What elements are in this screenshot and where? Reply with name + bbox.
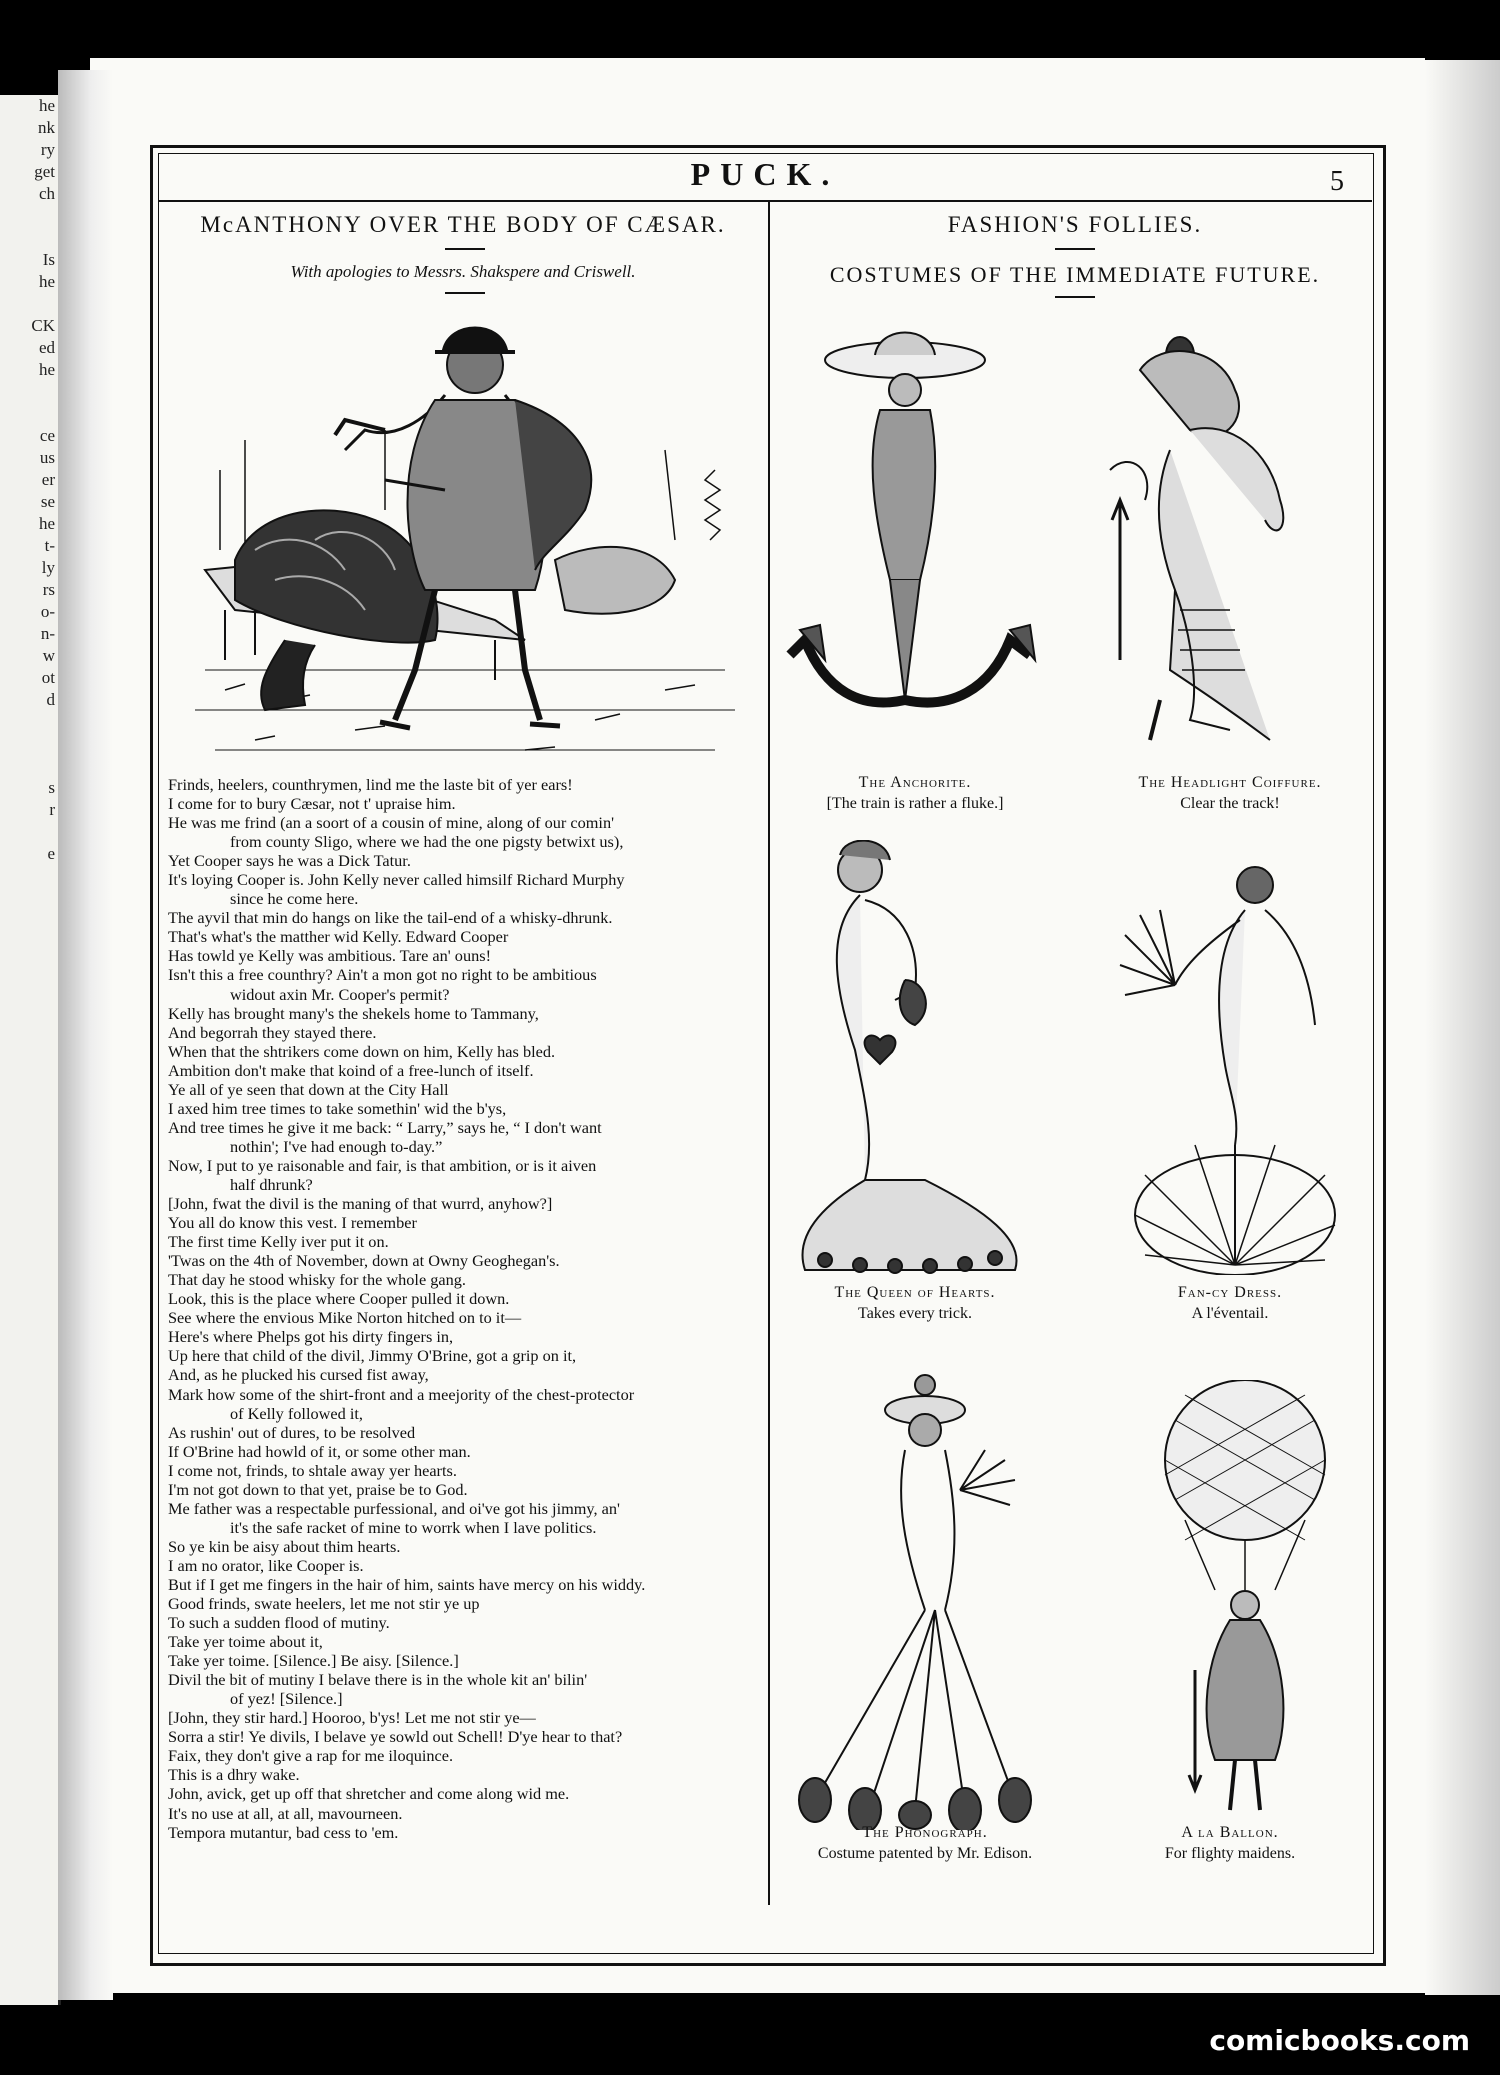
figure-name: A la Ballon. (1181, 1824, 1279, 1841)
poem-line: Now, I put to ye raisonable and fair, is that ambition, or is it aiven (168, 1155, 597, 1175)
figure-caption: For flighty maidens. (1164, 1845, 1296, 1862)
figure-name: The Phonograph. (862, 1824, 988, 1841)
poem-line: [John, fwat the divil is the maning of that wurrd, anyhow?] (168, 1194, 553, 1214)
previous-page-edge (0, 95, 61, 2005)
poem-line: from county Sligo, where we had the one pigsty betwixt us), (230, 832, 624, 852)
figure-caption: Takes every trick. (858, 1305, 972, 1322)
title-rule (445, 248, 485, 250)
figure-name: Fan-cy Dress. (1177, 1284, 1283, 1301)
previous-page-fragment: o- (40, 602, 55, 621)
poem-line: See where the envious Mike Norton hitched on to it— (168, 1308, 522, 1328)
right-article-title: FASHION'S FOLLIES. (947, 212, 1203, 237)
previous-page-fragment (0, 733, 58, 755)
poem-line: Has towld ye Kelly was ambitious. Tare an' ouns! (168, 946, 491, 966)
poem-line: Frinds, heelers, counthrymen, lind me the laste bit of yer ears! (168, 775, 573, 794)
poem-line: And tree times he give it me back: “ Larry,” says he, “ I don't want (168, 1117, 602, 1137)
previous-page-fragment (0, 381, 58, 403)
poem-line: It's no use at all, at all, mavourneen. (168, 1803, 403, 1823)
figure-caption: Clear the track! (1180, 795, 1280, 812)
poem-line: That's what's the matther wid Kelly. Edward Cooper (168, 927, 509, 947)
caption-a-la-ballon (1105, 1822, 1355, 1864)
poem-line: Divil the bit of mutiny I belave there is in the whole kit an' bilin' (168, 1670, 588, 1690)
poem-line: Ye all of ye seen that down at the City Hall (168, 1079, 449, 1099)
page-number: 5 (1330, 166, 1344, 197)
poem-line: Yet Cooper says he was a Dick Tatur. (168, 851, 411, 871)
previous-page-fragment (0, 711, 58, 733)
previous-page-fragment (0, 755, 58, 777)
poem-line: it's the safe racket of mine to worrk when I lave politics. (230, 1517, 597, 1537)
poem-line: And, as he plucked his cursed fist away, (168, 1365, 429, 1385)
poem-line: Tempora mutantur, bad cess to 'em. (168, 1822, 399, 1842)
poem-line: of Kelly followed it, (230, 1403, 363, 1423)
masthead-title: PUCK. (690, 156, 840, 192)
caption-headlight-coiffure (1105, 772, 1355, 814)
previous-page-fragment: Is (42, 250, 55, 269)
phonograph-illustration (775, 1370, 1055, 1830)
previous-page-fragment: se (40, 492, 55, 511)
previous-page-fragment: r (49, 800, 55, 819)
previous-page-fragment: e (47, 844, 55, 863)
queen-of-hearts-illustration (785, 840, 1045, 1280)
poem-line: Isn't this a free counthry? Ain't a mon got no right to be ambitious (168, 965, 597, 985)
poem-line: Here's where Phelps got his dirty fingers in, (168, 1327, 454, 1347)
previous-page-fragment: get (34, 162, 55, 181)
poem-line: Good frinds, swate heelers, let me not stir ye up (168, 1594, 480, 1614)
figure-name: The Headlight Coiffure. (1138, 774, 1322, 791)
previous-page-fragment: ce (39, 426, 55, 445)
caption-fan-cy-dress (1105, 1282, 1355, 1324)
subtitle-rule (445, 292, 485, 294)
left-article-title: McANTHONY OVER THE BODY OF CÆSAR. (200, 212, 726, 237)
previous-page-fragment: nk (38, 118, 55, 137)
previous-page-fragment: ot (41, 668, 55, 687)
previous-page-fragment: ly (41, 558, 55, 577)
previous-page-fragment (0, 293, 58, 315)
poem-line: Sorra a stir! Ye divils, I belave ye sowld out Schell! D'ye hear to that? (168, 1727, 623, 1747)
masthead (158, 156, 1372, 202)
previous-page-fragment: n- (40, 624, 55, 643)
previous-page-fragment: er (41, 470, 55, 489)
poem-line: If O'Brine had howld of it, or some other man. (168, 1441, 471, 1461)
poem-line: To such a sudden flood of mutiny. (168, 1613, 390, 1633)
previous-page-fragment: rs (42, 580, 55, 599)
poem-line: Faix, they don't give a rap for me iloquince. (168, 1746, 454, 1766)
previous-page-fragment: CK (31, 316, 55, 335)
previous-page-fragment: ry (40, 140, 55, 159)
poem-line: John, avick, get up off that shretcher and come along wid me. (168, 1784, 570, 1804)
previous-page-fragment (0, 821, 58, 843)
right-title-rule (1055, 248, 1095, 250)
a-la-ballon-illustration (1145, 1380, 1345, 1820)
poem-line: [John, they stir hard.] Hooroo, b'ys! Let me not stir ye— (168, 1708, 536, 1728)
anchorite-illustration (780, 320, 1050, 760)
previous-page-fragment: he (38, 96, 55, 115)
fan-cy-dress-illustration (1115, 845, 1345, 1275)
figure-name: The Anchorite. (858, 774, 972, 791)
page-edge-shadow (1425, 60, 1500, 1995)
poem-line: When that the shtrikers come down on him, Kelly has bled. (168, 1041, 556, 1061)
previous-page-fragment: he (38, 272, 55, 291)
poem-line: nothin'; I've had enough to-day.” (230, 1136, 443, 1156)
poem-line: As rushin' out of dures, to be resolved (168, 1422, 416, 1442)
previous-page-fragment: w (42, 646, 55, 665)
previous-page-fragment: he (38, 514, 55, 533)
page-gutter (58, 70, 113, 2000)
poem-line: That day he stood whisky for the whole gang. (168, 1270, 466, 1290)
poem-line: since he come here. (230, 889, 359, 909)
left-article-subtitle: With apologies to Messrs. Shakspere and Criswell. (290, 262, 636, 281)
poem-line: Kelly has brought many's the shekels home to Tammany, (168, 1003, 539, 1023)
previous-page-fragment (0, 205, 58, 227)
previous-page-fragment: s (48, 778, 55, 797)
poem-line: Take yer toime about it, (168, 1632, 323, 1652)
poem-line: It's loying Cooper is. John Kelly never called himsilf Richard Murphy (168, 870, 625, 890)
poem-line: Ambition don't make that koind of a free-lunch of itself. (168, 1060, 534, 1080)
poem-line: This is a dhry wake. (168, 1765, 300, 1785)
poem-line: I come not, frinds, to shtale away yer hearts. (168, 1460, 457, 1480)
poem-line: of yez! [Silence.] (230, 1689, 343, 1709)
previous-page-fragment: ch (38, 184, 55, 203)
poem-line: widout axin Mr. Cooper's permit? (230, 984, 450, 1004)
right-article-subtitle: COSTUMES OF THE IMMEDIATE FUTURE. (829, 262, 1321, 287)
poem-line: The first time Kelly iver put it on. (168, 1232, 389, 1252)
previous-page-fragment: t- (44, 536, 55, 555)
poem-text (168, 775, 755, 1842)
source-watermark: comicbooks.com (1209, 2024, 1470, 2057)
poem-line: So ye kin be aisy about thim hearts. (168, 1536, 401, 1556)
caption-phonograph (790, 1822, 1060, 1864)
poem-line: Take yer toime. [Silence.] Be aisy. [Silence.] (168, 1651, 459, 1671)
column-divider (768, 200, 770, 1905)
figure-name: The Queen of Hearts. (834, 1284, 996, 1301)
poem-line: But if I get me fingers in the hair of him, saints have mercy on his widdy. (168, 1574, 646, 1594)
previous-page-fragment: d (46, 690, 55, 709)
previous-page-fragment: us (39, 448, 55, 467)
poem-line: He was me frind (an a soort of a cousin of mine, along of our comin' (168, 813, 615, 833)
previous-page-fragment: ed (38, 338, 55, 357)
poem-line: Look, this is the place where Cooper pulled it down. (168, 1289, 510, 1309)
previous-page-fragment: he (38, 360, 55, 379)
poem-line: I am no orator, like Cooper is. (168, 1555, 364, 1575)
previous-page-fragment (0, 403, 58, 425)
poem-line: I'm not got down to that yet, praise be to God. (168, 1479, 468, 1499)
poem-line: I axed him tree times to take somethin' wid the b'ys, (168, 1098, 507, 1118)
poem-line: The ayvil that min do hangs on like the tail-end of a whisky-dhrunk. (168, 908, 613, 928)
headlight-coiffure-illustration (1100, 330, 1350, 760)
figure-caption: [The train is rather a fluke.] (826, 795, 1004, 812)
caption-queen-of-hearts (790, 1282, 1040, 1324)
poem-line: half dhrunk? (230, 1174, 313, 1194)
poem-line: And begorrah they stayed there. (168, 1022, 377, 1042)
previous-page-fragment (0, 227, 58, 249)
poem-line: 'Twas on the 4th of November, down at Owny Geoghegan's. (168, 1251, 560, 1271)
mcanthony-illustration (195, 310, 735, 770)
poem-line: Mark how some of the shirt-front and a meejority of the chest-protector (168, 1384, 635, 1404)
poem-line: I come for to bury Cæsar, not t' upraise him. (168, 794, 456, 814)
figure-caption: Costume patented by Mr. Edison. (817, 1845, 1033, 1862)
figure-caption: A l'éventail. (1191, 1305, 1269, 1322)
caption-anchorite (790, 772, 1040, 814)
right-subtitle-rule (1055, 296, 1095, 298)
poem-line: You all do know this vest. I remember (168, 1213, 417, 1233)
poem-line: Me father was a respectable purfessional, and oi've got his jimmy, an' (168, 1498, 620, 1518)
poem-line: Up here that child of the divil, Jimmy O'Brine, got a grip on it, (168, 1346, 577, 1366)
